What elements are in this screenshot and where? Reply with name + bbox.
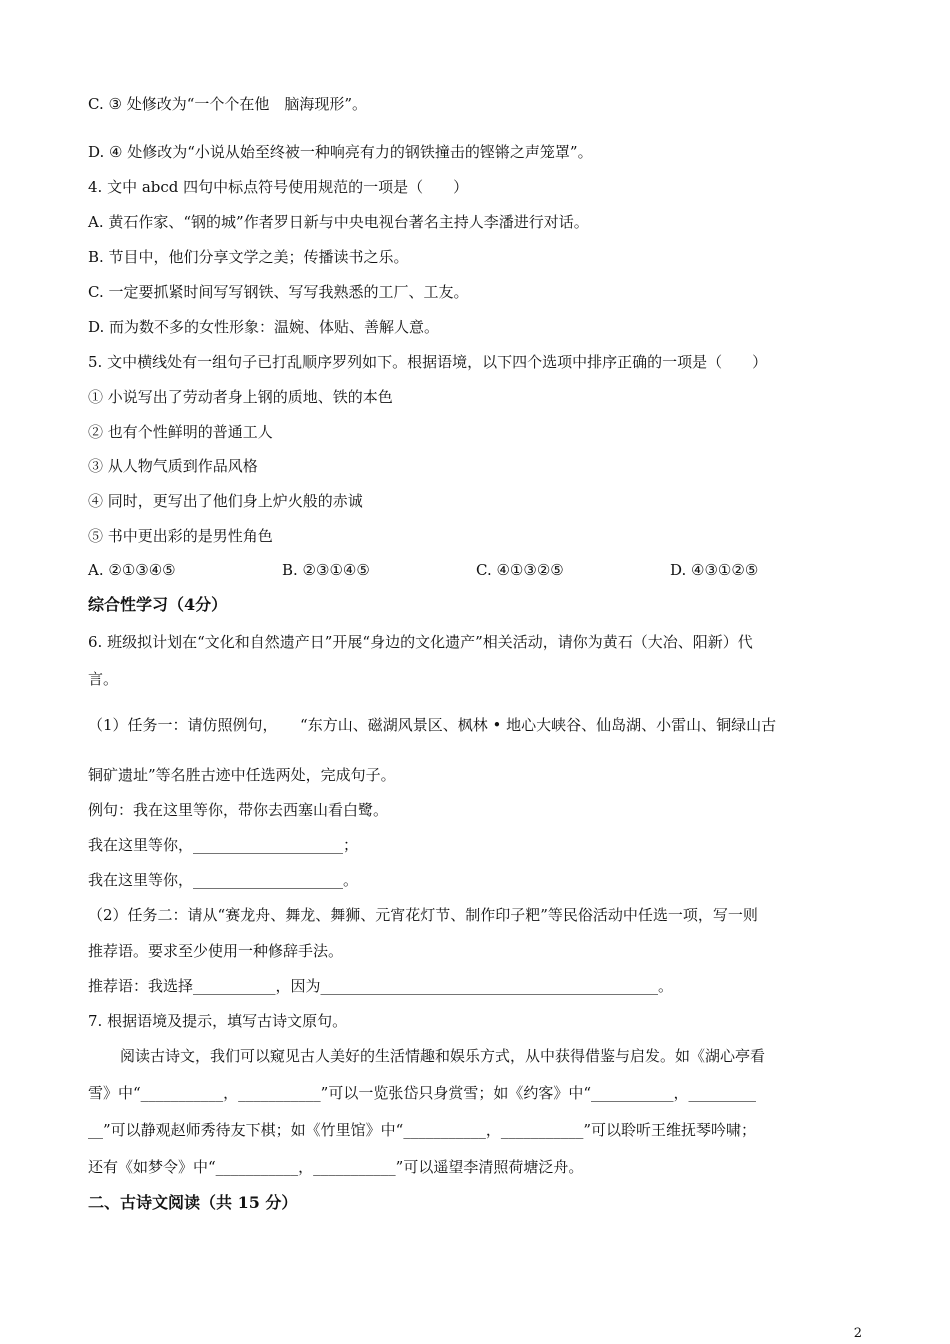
section-heading-poetry: 二、古诗文阅读（共 15 分） [88, 1193, 298, 1212]
recommendation-line: 推荐语：我选择___________，因为_____________________________________________。 [88, 977, 674, 995]
q4-option-d: D. 而为数不多的女性形象：温婉、体贴、善解人意。 [88, 318, 440, 336]
task-1-cont: 铜矿遗址”等名胜古迹中任选两处，完成句子。 [88, 766, 396, 784]
q5-option-a: A. ②①③④⑤ [88, 561, 176, 579]
answer-line-2: 我在这里等你，____________________。 [88, 871, 359, 889]
q5-option-b: B. ②③①④⑤ [282, 561, 370, 579]
task-1: （1）任务一：请仿照例句， “东方山、磁湖风景区、枫林 • 地心大峡谷、仙岛湖、小雷山、铜绿山古 [88, 716, 777, 734]
task-2-cont: 推荐语。要求至少使用一种修辞手法。 [88, 942, 344, 960]
q5-sentence-1: ① 小说写出了劳动者身上钢的质地、铁的本色 [88, 388, 393, 406]
task-2: （2）任务二：请从“赛龙舟、舞龙、舞狮、元宵花灯节、制作印子粑”等民俗活动中任选一项，写一则 [88, 906, 758, 924]
q7-paragraph-2: 雪》中“___________，___________”可以一览张岱只身赏雪；如《约客》中“___________，_________ [88, 1084, 757, 1102]
answer-line-1: 我在这里等你，____________________； [88, 836, 359, 854]
q3-option-c: C. ③ 处修改为“一个个在他 脑海现形”。 [88, 95, 368, 113]
q4-option-b: B. 节目中，他们分享文学之美；传播读书之乐。 [88, 248, 409, 266]
q5-sentence-3: ③ 从人物气质到作品风格 [88, 457, 258, 475]
question-6-cont: 言。 [88, 670, 119, 688]
question-4: 4. 文中 abcd 四句中标点符号使用规范的一项是（ ） [88, 178, 469, 196]
q5-sentence-5: ⑤ 书中更出彩的是男性角色 [88, 527, 273, 545]
question-7: 7. 根据语境及提示，填写古诗文原句。 [88, 1012, 348, 1030]
q5-option-d: D. ④③①②⑤ [670, 561, 759, 579]
q7-paragraph-3: __”可以静观赵师秀待友下棋；如《竹里馆》中“___________，___________”可以聆听王维抚琴吟啸； [88, 1121, 757, 1139]
q5-option-c: C. ④①③②⑤ [476, 561, 564, 579]
page-number: 2 [853, 1326, 862, 1341]
q7-paragraph-4: 还有《如梦令》中“___________，___________”可以遥望李清照荷塘泛舟。 [88, 1158, 584, 1176]
q3-option-d: D. ④ 处修改为“小说从始至终被一种响亮有力的钢铁撞击的铿锵之声笼罩”。 [88, 143, 593, 161]
q5-sentence-4: ④ 同时，更写出了他们身上炉火般的赤诚 [88, 492, 363, 510]
q7-paragraph-1: 阅读古诗文，我们可以窥见古人美好的生活情趣和娱乐方式，从中获得借鉴与启发。如《湖心亭看 [120, 1047, 766, 1065]
q4-option-c: C. 一定要抓紧时间写写钢铁、写写我熟悉的工厂、工友。 [88, 283, 469, 301]
example-sentence: 例句：我在这里等你，带你去西塞山看白鹭。 [88, 801, 389, 819]
q5-sentence-2: ② 也有个性鲜明的普通工人 [88, 423, 273, 441]
q4-option-a: A. 黄石作家、“钢的城”作者罗日新与中央电视台著名主持人李潘进行对话。 [88, 213, 589, 231]
question-5: 5. 文中横线处有一组句子已打乱顺序罗列如下。根据语境，以下四个选项中排序正确的一项是（ ） [88, 353, 768, 371]
section-heading-comprehensive: 综合性学习（4分） [88, 595, 228, 614]
question-6: 6. 班级拟计划在“文化和自然遗产日”开展“身边的文化遗产”相关活动，请你为黄石（大冶、阳新）代 [88, 633, 753, 651]
